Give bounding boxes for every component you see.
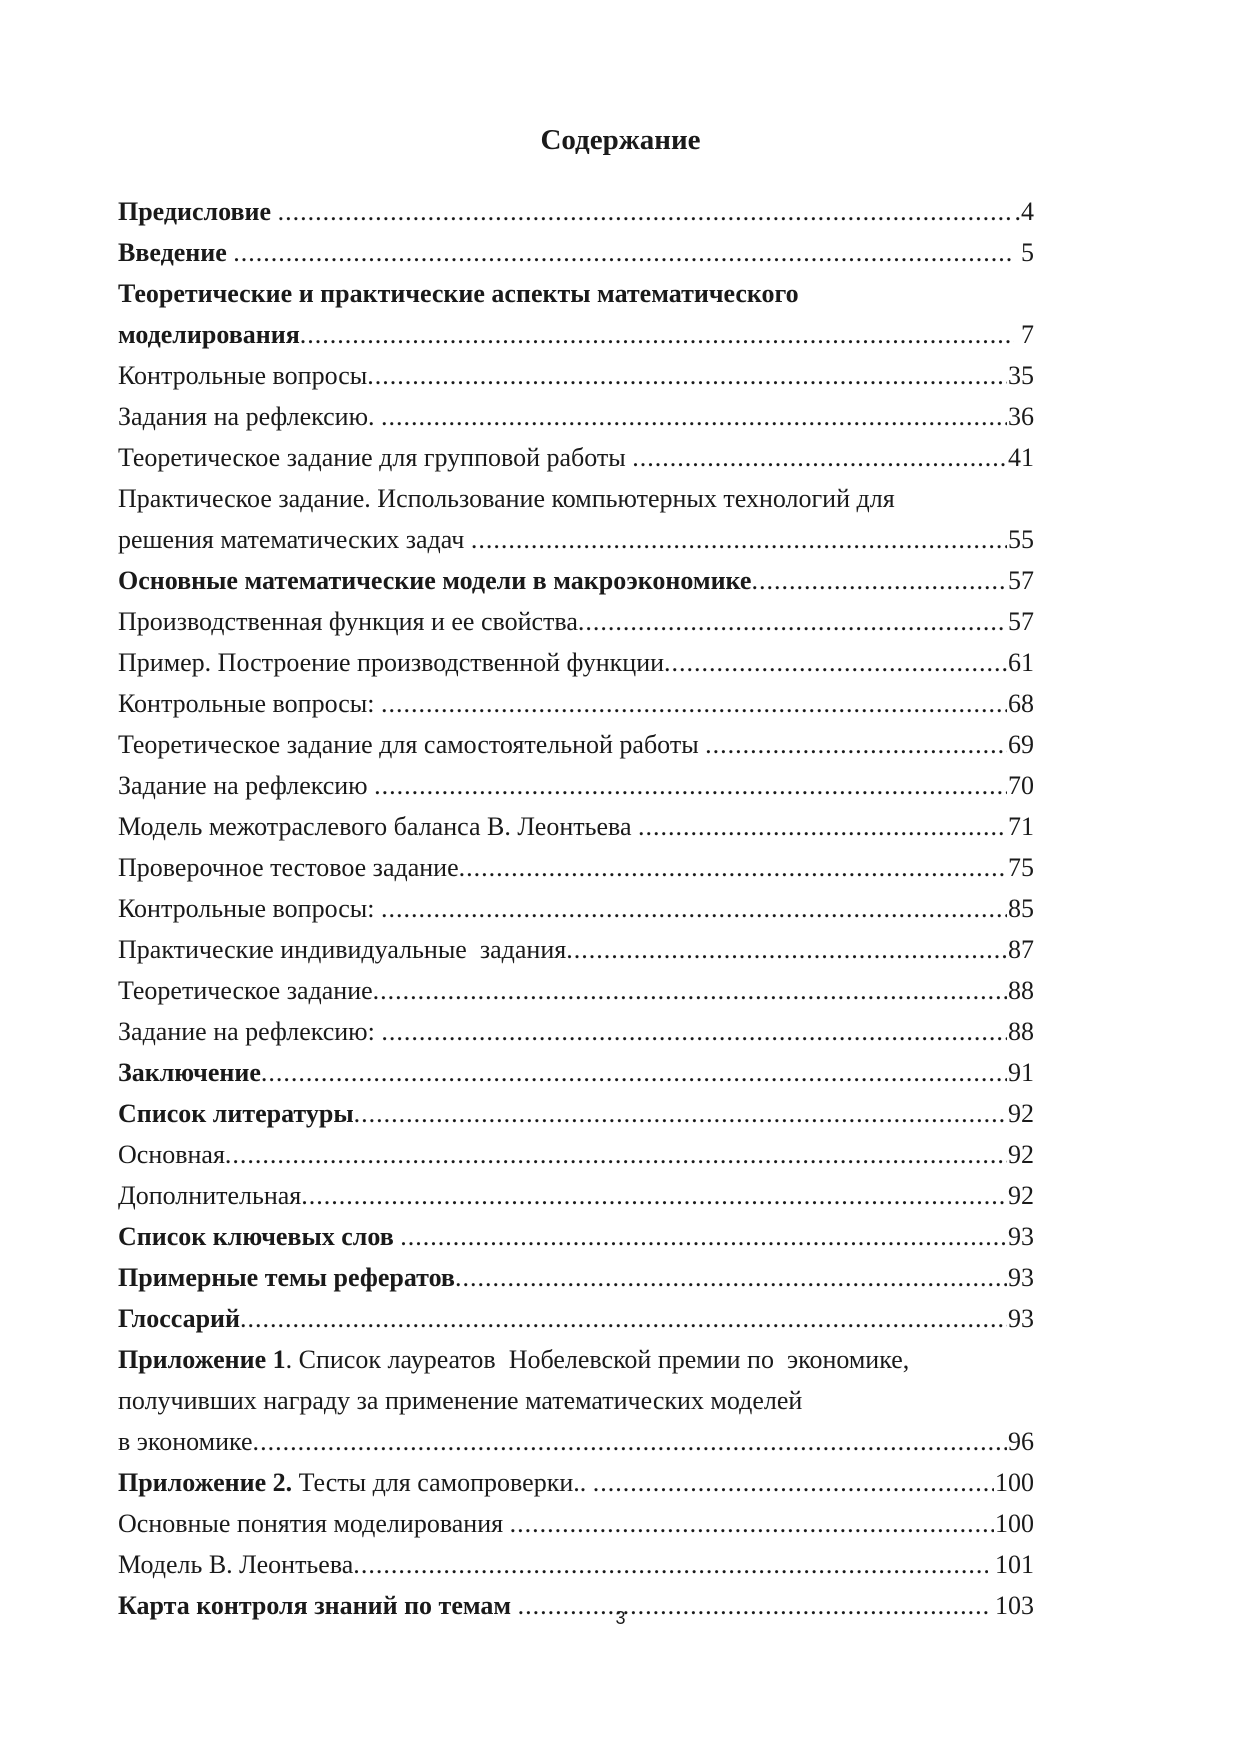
toc-dot-leader — [307, 314, 1013, 355]
toc-entry-bold-title: Карта контроля знаний по темам — [118, 1591, 512, 1620]
toc-page-number: 93 — [1008, 1263, 1034, 1292]
toc-entry[interactable] — [118, 1298, 1034, 1339]
toc-page-number: 103 — [988, 1591, 1034, 1620]
toc-dot-leader — [241, 232, 1014, 273]
toc-page-number: .4 — [1014, 197, 1034, 226]
toc-dot-leader — [672, 642, 1007, 683]
toc-dot-leader — [408, 1216, 1007, 1257]
toc-entry-text: Контрольные вопросы. — [118, 361, 374, 390]
toc-dot-leader — [380, 970, 1007, 1011]
toc-page-number: 57 — [1008, 566, 1034, 595]
toc-entry-title — [118, 314, 306, 355]
toc-entry-title — [118, 642, 671, 683]
toc-entry-title — [118, 929, 573, 970]
toc-entry[interactable] — [118, 1216, 1034, 1257]
toc-dot-leader — [309, 1175, 1007, 1216]
toc-entry-title — [118, 888, 387, 929]
toc-dot-leader — [389, 396, 1007, 437]
toc-entry-text: Модель В. Леонтьева. — [118, 1550, 360, 1579]
toc-page-number: 35 — [1008, 361, 1034, 390]
toc-entry[interactable] — [118, 232, 1034, 273]
toc-entry-text: . Список лауреатов Нобелевской премии по экономике, — [285, 1345, 910, 1374]
toc-page-number: 92 — [1008, 1181, 1034, 1210]
toc-entry[interactable] — [118, 314, 1034, 355]
toc-entry[interactable] — [118, 191, 1034, 232]
toc-entry-title — [118, 847, 465, 888]
toc-page-number: 69 — [1008, 730, 1034, 759]
toc-dot-leader — [600, 1462, 994, 1503]
toc-entry-text: Проверочное тестовое задание. — [118, 853, 466, 882]
toc-entry-title — [118, 478, 895, 519]
toc-entry-bold-title: Список ключевых слов — [118, 1222, 394, 1251]
toc-entry[interactable] — [118, 929, 1034, 970]
toc-entry-title — [118, 1134, 231, 1175]
toc-entry-title — [118, 1216, 407, 1257]
toc-entry[interactable] — [118, 970, 1034, 1011]
toc-page-number: 88 — [1008, 976, 1034, 1005]
toc-entry-title — [118, 601, 584, 642]
toc-entry-bold-title: Введение — [118, 238, 227, 267]
toc-entry-title — [118, 1093, 360, 1134]
toc-entry[interactable] — [118, 1011, 1034, 1052]
toc-page-number: 68 — [1008, 689, 1034, 718]
toc-page-number: 70 — [1008, 771, 1034, 800]
toc-dot-leader — [382, 765, 1007, 806]
toc-dot-leader — [759, 560, 1007, 601]
toc-entry[interactable] — [118, 1175, 1034, 1216]
toc-dot-leader — [375, 355, 1007, 396]
toc-page-number: 41 — [1008, 443, 1034, 472]
toc-entry[interactable] — [118, 478, 1034, 519]
toc-entry-text: Основные понятия моделирования . — [118, 1509, 517, 1538]
toc-dot-leader — [285, 191, 1013, 232]
toc-page-number: 7 — [1014, 320, 1034, 349]
toc-entry-bold-title: Глоссарий — [118, 1304, 241, 1333]
toc-dot-leader — [388, 683, 1007, 724]
toc-page-number: 61 — [1008, 648, 1034, 677]
toc-entry[interactable] — [118, 642, 1034, 683]
toc-entry-text: . — [226, 238, 240, 267]
toc-dot-leader — [268, 1052, 1007, 1093]
toc-entry-text: Контрольные вопросы: . — [118, 689, 388, 718]
toc-entry-text: решения математических задач . — [118, 525, 478, 554]
toc-entry-text: Задание на рефлексию . — [118, 771, 381, 800]
toc-page-number: 36 — [1008, 402, 1034, 431]
toc-entry-title — [118, 1503, 516, 1544]
toc-dot-leader — [388, 888, 1007, 929]
toc-dot-leader — [574, 929, 1007, 970]
toc-entry-title — [118, 970, 379, 1011]
toc-entry-title — [118, 519, 477, 560]
toc-entry[interactable] — [118, 1339, 1034, 1380]
toc-entry-title — [118, 1421, 259, 1462]
toc-entry-title — [118, 683, 387, 724]
toc-entry[interactable] — [118, 683, 1034, 724]
toc-entry-title — [118, 273, 799, 314]
toc-entry-bold-title: Теоретические и практические аспекты математического — [118, 279, 799, 308]
toc-entry-text: . — [260, 1058, 268, 1087]
toc-entry-text: . — [299, 320, 307, 349]
toc-entry[interactable] — [118, 355, 1034, 396]
toc-entry-bold-title: Приложение 1 — [118, 1345, 286, 1374]
toc-dot-leader — [389, 1011, 1007, 1052]
toc-entry[interactable] — [118, 847, 1034, 888]
toc-entry-text: . — [511, 1591, 525, 1620]
toc-dot-leader — [232, 1134, 1007, 1175]
toc-entry-bold-title: Основные математические модели в макроэкономике — [118, 566, 752, 595]
toc-entry-bold-title: Заключение — [118, 1058, 261, 1087]
toc-entry-text: Тесты для самопроверки.. . — [292, 1468, 600, 1497]
toc-entry-title — [118, 437, 639, 478]
toc-entry-text: Практическое задание. Использование компьютерных технологий для — [118, 484, 895, 513]
toc-entry[interactable] — [118, 601, 1034, 642]
toc-page-number: 85 — [1008, 894, 1034, 923]
toc-entry-text: Практические индивидуальные задания. — [118, 935, 573, 964]
toc-entry-bold-title: Примерные темы рефератов — [118, 1263, 455, 1292]
toc-entry-title — [118, 191, 284, 232]
toc-entry-bold-title: Список литературы — [118, 1099, 354, 1128]
toc-entry-title — [118, 1298, 247, 1339]
toc-entry-text: . — [240, 1304, 247, 1333]
toc-entry-text: Контрольные вопросы: . — [118, 894, 388, 923]
toc-page-number: 100 — [995, 1509, 1034, 1538]
toc-page-number: 88 — [1008, 1017, 1034, 1046]
toc-entry[interactable] — [118, 1134, 1034, 1175]
toc-entry[interactable] — [118, 396, 1034, 437]
toc-entry[interactable] — [118, 437, 1034, 478]
toc-dot-leader — [517, 1503, 994, 1544]
toc-entry-text: Основная. — [118, 1140, 232, 1169]
toc-entry[interactable] — [118, 1544, 1034, 1585]
toc-dot-leader — [361, 1544, 988, 1585]
toc-dot-leader — [260, 1421, 1007, 1462]
toc-entry[interactable] — [118, 1257, 1034, 1298]
toc-entry-title — [118, 806, 645, 847]
toc-entry[interactable] — [118, 888, 1034, 929]
toc-entry-text: Производственная функция и ее свойства. — [118, 607, 585, 636]
toc-entry-title — [118, 1462, 599, 1503]
toc-page-number: 96 — [1008, 1427, 1034, 1456]
toc-dot-leader — [248, 1298, 1007, 1339]
toc-entry-title — [118, 396, 388, 437]
toc-entry-title — [118, 1011, 388, 1052]
toc-entry-title — [118, 1544, 360, 1585]
toc-entry-title — [118, 1380, 802, 1421]
toc-entry-bold-title: Приложение 2. — [118, 1468, 293, 1497]
toc-entry[interactable] — [118, 806, 1034, 847]
toc-entry-title — [118, 1257, 461, 1298]
toc-entry[interactable] — [118, 273, 1034, 314]
toc-dot-leader — [640, 437, 1007, 478]
toc-entry[interactable] — [118, 1503, 1034, 1544]
toc-entry-title — [118, 724, 712, 765]
toc-entry[interactable] — [118, 1462, 1034, 1503]
toc-entry-text: . — [353, 1099, 361, 1128]
toc-page-number: 93 — [1008, 1304, 1034, 1333]
toc-page-number: 93 — [1008, 1222, 1034, 1251]
toc-page-number: 101 — [988, 1550, 1034, 1579]
toc-entry[interactable] — [118, 1421, 1034, 1462]
toc-entry-bold-title: моделирования — [118, 320, 300, 349]
toc-page-number: 57 — [1008, 607, 1034, 636]
toc-dot-leader — [466, 847, 1007, 888]
toc-entry[interactable] — [118, 1052, 1034, 1093]
toc-page-number: 91 — [1008, 1058, 1034, 1087]
toc-entry-text: Теоретическое задание для самостоятельной работы . — [118, 730, 712, 759]
toc-page-number: 87 — [1008, 935, 1034, 964]
toc-dot-leader — [361, 1093, 1007, 1134]
toc-entry-text: Модель межотраслевого баланса В. Леонтьева . — [118, 812, 645, 841]
toc-entry-title — [118, 355, 374, 396]
toc-entry[interactable] — [118, 724, 1034, 765]
toc-dot-leader — [462, 1257, 1007, 1298]
toc-entry-text: Задания на рефлексию. . — [118, 402, 388, 431]
toc-entry-text: . — [454, 1263, 462, 1292]
toc-entry-text: . — [751, 566, 758, 595]
toc-entry-text: получивших награду за применение математических моделей — [118, 1386, 803, 1415]
toc-page-number: 92 — [1008, 1099, 1034, 1128]
toc-entry-text: Задание на рефлексию: . — [118, 1017, 388, 1046]
toc-entry-title — [118, 1052, 267, 1093]
toc-entry[interactable] — [118, 1093, 1034, 1134]
page-number: 3 — [615, 1608, 626, 1628]
toc-entry-text: Теоретическое задание. — [118, 976, 380, 1005]
toc-page-number: 71 — [1008, 812, 1034, 841]
toc-page-number: 100 — [995, 1468, 1034, 1497]
toc-entry-title — [118, 765, 381, 806]
toc-entry[interactable] — [118, 519, 1034, 560]
toc-entry-title — [118, 560, 758, 601]
toc-dot-leader — [585, 601, 1007, 642]
toc-page-number: 55 — [1008, 525, 1034, 554]
toc-page-number: 92 — [1008, 1140, 1034, 1169]
toc-entry-title — [118, 1175, 308, 1216]
table-of-contents — [118, 191, 1034, 1626]
toc-entry[interactable] — [118, 560, 1034, 601]
toc-dot-leader — [646, 806, 1008, 847]
toc-page-number: 5 — [1014, 238, 1034, 267]
toc-entry-text: Дополнительная. — [118, 1181, 308, 1210]
toc-dot-leader — [478, 519, 1007, 560]
toc-entry-text: Теоретическое задание для групповой работы . — [118, 443, 639, 472]
toc-entry-title — [118, 232, 240, 273]
page-title: Содержание — [540, 124, 701, 156]
toc-page-number: 75 — [1008, 853, 1034, 882]
toc-dot-leader — [713, 724, 1007, 765]
toc-entry-bold-title: Предисловие — [118, 197, 272, 226]
toc-entry-text: Пример. Построение производственной функции. — [118, 648, 671, 677]
toc-entry-title — [118, 1339, 909, 1380]
toc-entry[interactable] — [118, 1380, 1034, 1421]
toc-entry-text: . — [271, 197, 285, 226]
toc-entry-text: . — [393, 1222, 407, 1251]
toc-entry[interactable] — [118, 765, 1034, 806]
toc-entry-text: в экономике. — [118, 1427, 260, 1456]
